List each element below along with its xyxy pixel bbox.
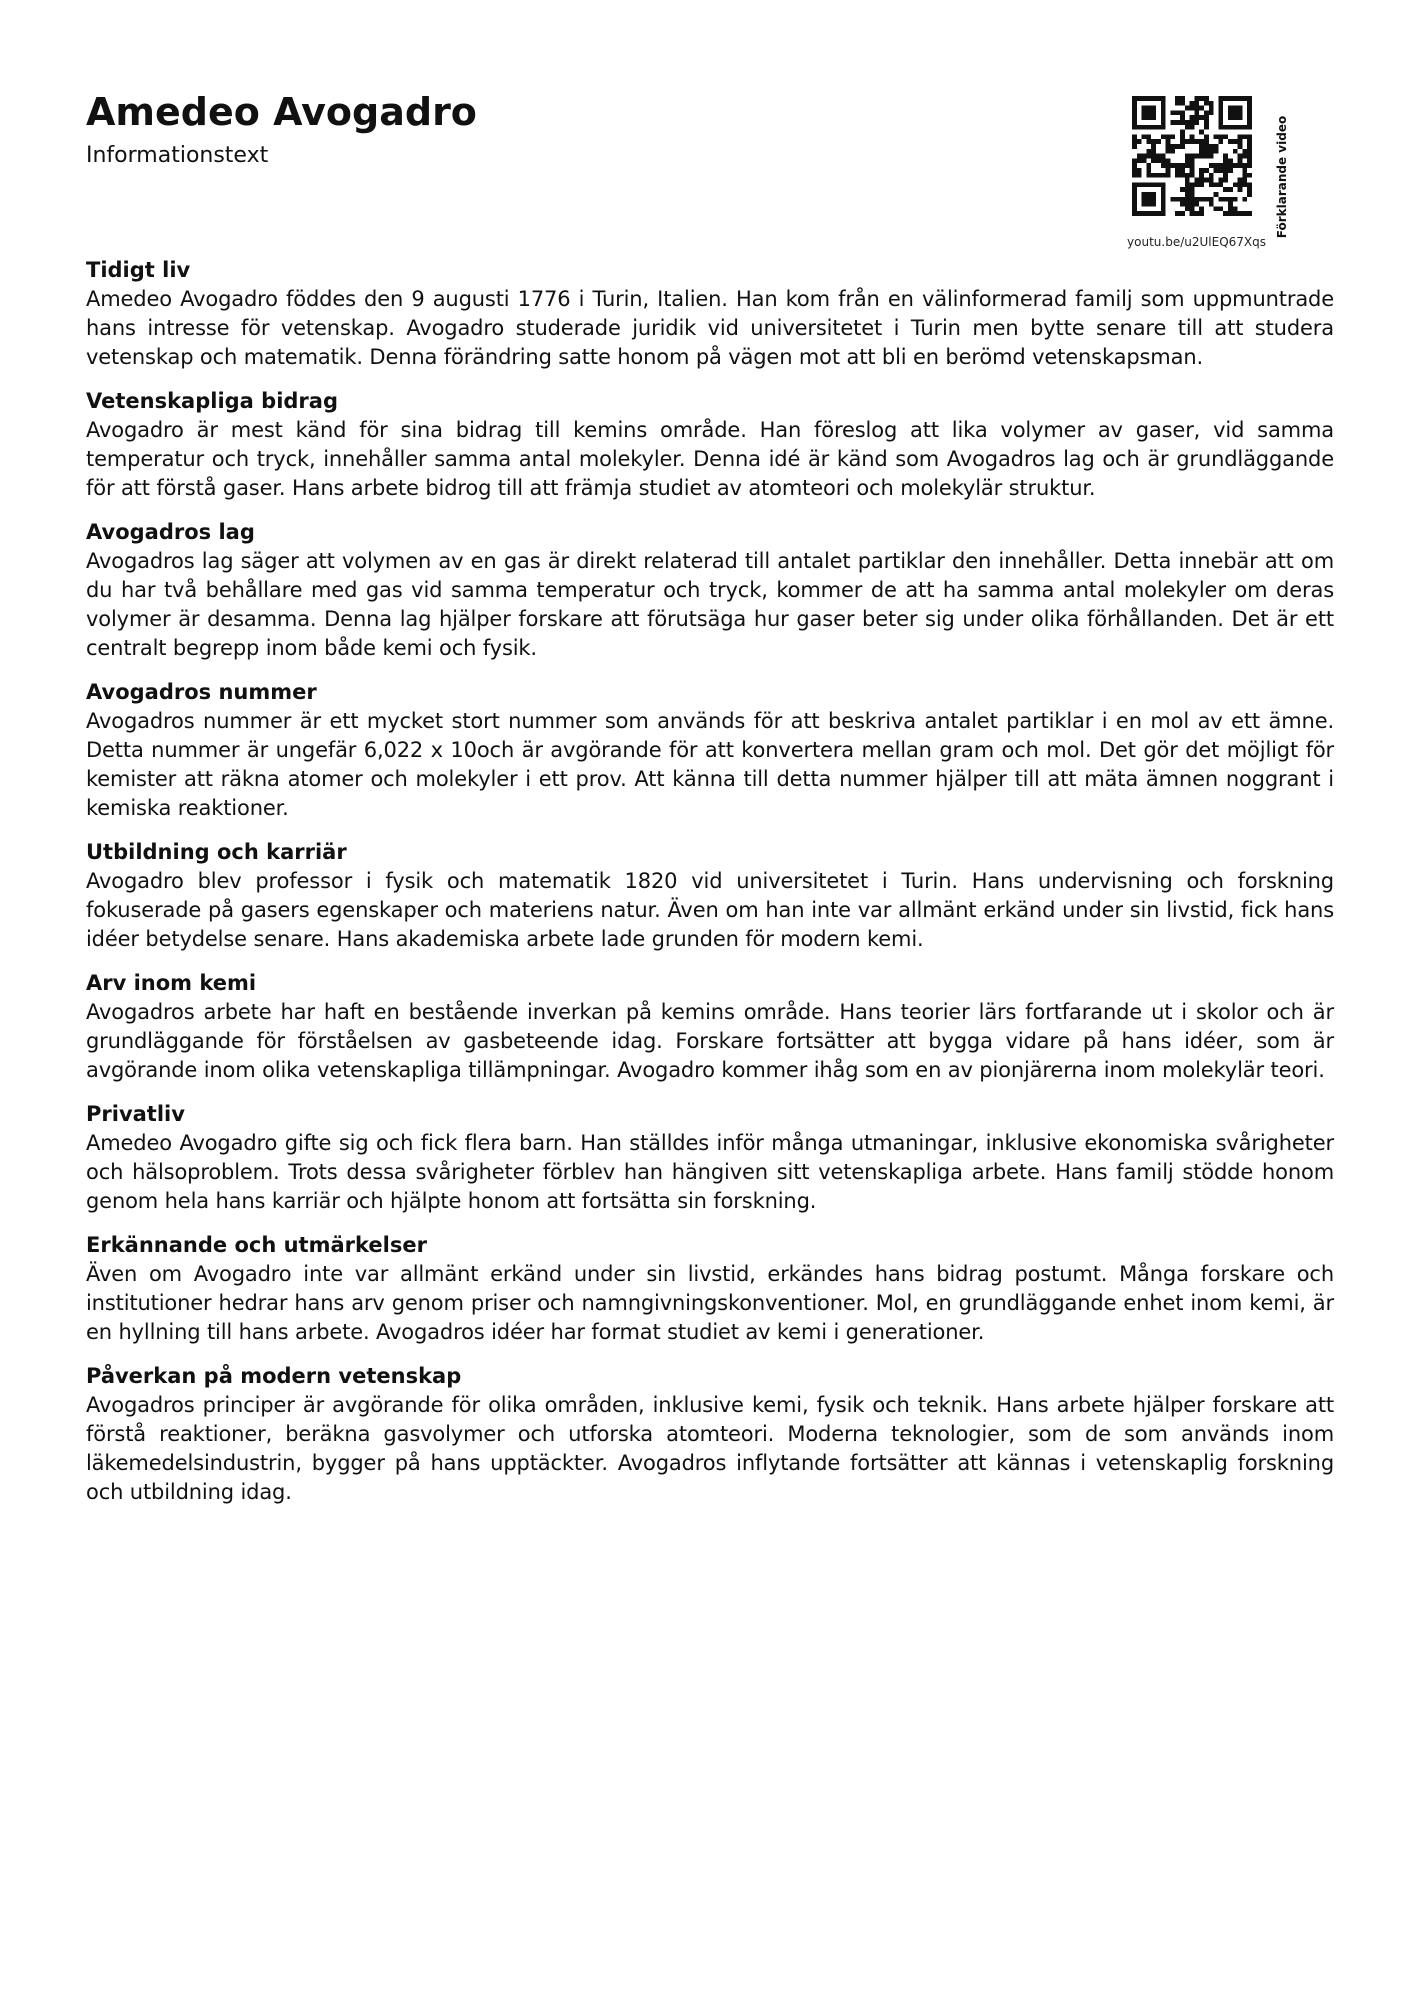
qr-url-link[interactable]: youtu.be/u2UlEQ67Xqs (1127, 235, 1266, 249)
section-heading: Avogadros nummer (86, 680, 317, 704)
page-subtitle: Informationstext (86, 143, 269, 168)
section-recognition (86, 1230, 1334, 1347)
section-body: Avogadros nummer är ett mycket stort nummer som används för att beskriva antalet partiklar i en mol av ett ämne. Detta nummer är ungefär 6,022 x 10och är avgörande för att konvertera mellan gram och mol. Det gör det möjligt för kemister att räkna atomer och molekyler i ett prov. Att känna till detta nummer hjälper till att mäta ämnen noggrant i kemiska reaktioner. (86, 709, 1334, 820)
section-avogadros-law (86, 517, 1334, 663)
section-heading: Erkännande och utmärkelser (86, 1233, 427, 1257)
section-body: Avogadros arbete har haft en bestående inverkan på kemins område. Hans teorier lärs fortfarande ut i skolor och är grundläggande för förståelsen av gasbeteende idag. Forskare fortsätter att bygga vidare på hans idéer, som är avgörande inom olika vetenskapliga tillämpningar. Avogadro kommer ihåg som en av pionjärerna inom molekylär teori. (86, 1000, 1334, 1082)
page-title: Amedeo Avogadro (86, 90, 477, 134)
qr-block (1120, 96, 1270, 256)
qr-code-icon[interactable] (1132, 96, 1252, 216)
section-body: Amedeo Avogadro föddes den 9 augusti 1776 i Turin, Italien. Han kom från en välinformerad familj som uppmuntrade hans intresse för vetenskap. Avogadro studerade juridik vid universitetet i Turin men bytte senare till att studera vetenskap och matematik. Denna förändring satte honom på vägen mot att bli en berömd vetenskapsman. (86, 287, 1334, 369)
section-avogadros-number (86, 677, 1334, 823)
section-heading: Tidigt liv (86, 258, 191, 282)
section-body: Amedeo Avogadro gifte sig och fick flera barn. Han ställdes inför många utmaningar, inklusive ekonomiska svårigheter och hälsoproblem. Trots dessa svårigheter förblev han hängiven sitt vetenskapliga arbete. Hans familj stödde honom genom hela hans karriär och hjälpte honom att fortsätta sin forskning. (86, 1131, 1334, 1213)
section-education-career (86, 837, 1334, 954)
section-body: Avogadro blev professor i fysik och matematik 1820 vid universitetet i Turin. Hans undervisning och forskning fokuserade på gasers egenskaper och materiens natur. Även om han inte var allmänt erkänd under sin livstid, fick hans idéer betydelse senare. Hans akademiska arbete lade grunden för modern kemi. (86, 869, 1334, 951)
section-legacy (86, 968, 1334, 1085)
main-content (86, 255, 1334, 1521)
section-heading: Påverkan på modern vetenskap (86, 1364, 462, 1388)
section-body: Avogadros lag säger att volymen av en gas är direkt relaterad till antalet partiklar den innehåller. Detta innebär att om du har två behållare med gas vid samma temperatur och tryck, kommer de att ha samma antal molekyler om deras volymer är desamma. Denna lag hjälper forskare att förutsäga hur gaser beter sig under olika förhållanden. Det är ett centralt begrepp inom både kemi och fysik. (86, 549, 1334, 660)
section-heading: Avogadros lag (86, 520, 255, 544)
section-heading: Vetenskapliga bidrag (86, 389, 338, 413)
section-heading: Utbildning och karriär (86, 840, 347, 864)
section-modern-impact (86, 1361, 1334, 1507)
section-early-life (86, 255, 1334, 372)
section-scientific-contributions (86, 386, 1334, 503)
section-heading: Arv inom kemi (86, 971, 257, 995)
qr-caption (1272, 115, 1292, 239)
section-heading: Privatliv (86, 1102, 185, 1126)
section-body: Även om Avogadro inte var allmänt erkänd under sin livstid, erkändes hans bidrag postumt. Många forskare och institutioner hedrar hans arv genom priser och namngivningskonventioner. Mol, en grundläggande enhet inom kemi, är en hyllning till hans arbete. Avogadros idéer har format studiet av kemi i generationer. (86, 1262, 1334, 1344)
qr-caption-text: Förklarande video (1275, 115, 1289, 239)
section-body: Avogadro är mest känd för sina bidrag till kemins område. Han föreslog att lika volymer av gaser, vid samma temperatur och tryck, innehåller samma antal molekyler. Denna idé är känd som Avogadros lag och är grundläggande för att förstå gaser. Hans arbete bidrog till att främja studiet av atomteori och molekylär struktur. (86, 418, 1334, 500)
section-body: Avogadros principer är avgörande för olika områden, inklusive kemi, fysik och teknik. Hans arbete hjälper forskare att förstå reaktioner, beräkna gasvolymer och utforska atomteori. Moderna teknologier, som de som används inom läkemedelsindustrin, bygger på hans upptäckter. Avogadros inflytande fortsätter att kännas i vetenskaplig forskning och utbildning idag. (86, 1393, 1334, 1504)
section-private-life (86, 1099, 1334, 1216)
